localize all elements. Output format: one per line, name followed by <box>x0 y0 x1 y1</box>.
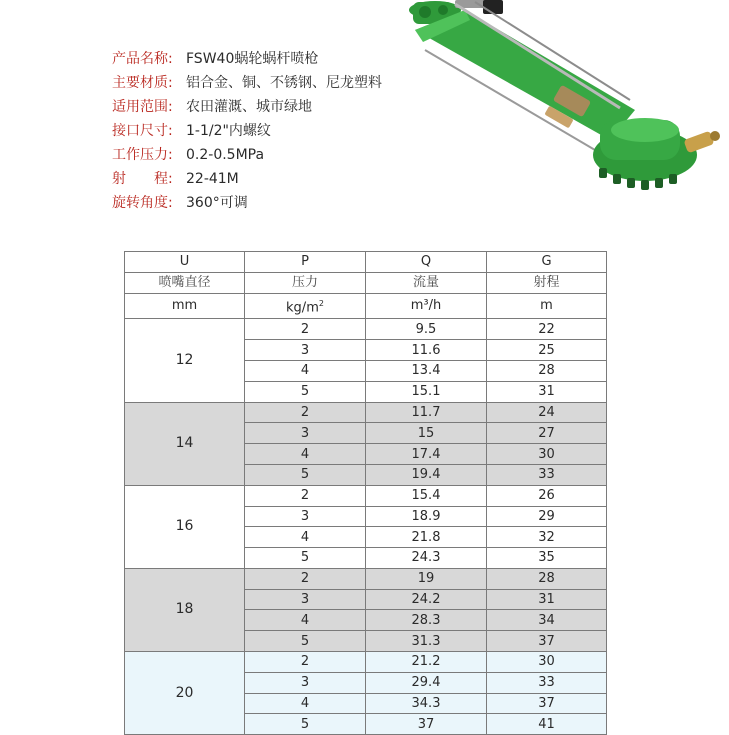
range-cell: 41 <box>487 714 607 735</box>
spec-value: 农田灌溉、城市绿地 <box>186 99 312 115</box>
flow-cell: 24.2 <box>366 589 487 610</box>
pressure-cell: 3 <box>245 506 366 527</box>
pressure-cell: 5 <box>245 714 366 735</box>
table-row <box>125 652 607 673</box>
flow-cell: 15.4 <box>366 485 487 506</box>
spec-label: 主要材质: <box>112 75 173 91</box>
spec-value: 1-1/2"内螺纹 <box>186 123 271 139</box>
table-header-names <box>125 273 607 294</box>
range-cell: 30 <box>487 652 607 673</box>
range-cell: 22 <box>487 319 607 340</box>
header-cell: m <box>487 294 607 319</box>
flow-cell: 11.6 <box>366 340 487 361</box>
header-cell: mm <box>125 294 245 319</box>
pressure-cell: 5 <box>245 548 366 569</box>
header-cell: U <box>125 252 245 273</box>
pressure-cell: 4 <box>245 444 366 465</box>
performance-table <box>124 251 607 735</box>
range-cell: 37 <box>487 631 607 652</box>
range-cell: 24 <box>487 402 607 423</box>
pressure-cell: 5 <box>245 381 366 402</box>
range-cell: 37 <box>487 693 607 714</box>
header-cell: 喷嘴直径 <box>125 273 245 294</box>
table-row <box>125 485 607 506</box>
flow-cell: 21.2 <box>366 652 487 673</box>
pressure-cell: 4 <box>245 527 366 548</box>
spec-label: 工作压力: <box>112 147 173 163</box>
header-cell: P <box>245 252 366 273</box>
pressure-cell: 3 <box>245 589 366 610</box>
pressure-cell: 3 <box>245 340 366 361</box>
flow-cell: 37 <box>366 714 487 735</box>
header-cell <box>245 294 366 319</box>
flow-cell: 11.7 <box>366 402 487 423</box>
spec-value: 22-41M <box>186 171 239 187</box>
table-header-letters <box>125 252 607 273</box>
spec-value: 0.2-0.5MPa <box>186 147 265 163</box>
header-cell: Q <box>366 252 487 273</box>
spec-row-connection <box>112 119 412 143</box>
range-cell: 28 <box>487 568 607 589</box>
range-cell: 26 <box>487 485 607 506</box>
pressure-cell: 4 <box>245 610 366 631</box>
range-cell: 33 <box>487 672 607 693</box>
spec-list <box>112 47 412 215</box>
header-cell: G <box>487 252 607 273</box>
flow-cell: 24.3 <box>366 548 487 569</box>
range-cell: 25 <box>487 340 607 361</box>
range-cell: 34 <box>487 610 607 631</box>
table-row <box>125 568 607 589</box>
pressure-cell: 3 <box>245 423 366 444</box>
range-cell: 29 <box>487 506 607 527</box>
flow-cell: 13.4 <box>366 360 487 381</box>
pressure-cell: 3 <box>245 672 366 693</box>
nozzle-diameter-cell: 14 <box>125 402 245 485</box>
pressure-cell: 5 <box>245 631 366 652</box>
range-cell: 28 <box>487 360 607 381</box>
spec-value: FSW40蜗轮蜗杆喷枪 <box>186 51 319 67</box>
flow-cell: 17.4 <box>366 444 487 465</box>
header-cell: m³/h <box>366 294 487 319</box>
header-cell: 射程 <box>487 273 607 294</box>
spec-label: 旋转角度: <box>112 195 173 211</box>
spec-label: 射 程: <box>112 171 173 187</box>
pressure-cell: 4 <box>245 360 366 381</box>
pressure-cell: 4 <box>245 693 366 714</box>
range-cell: 31 <box>487 381 607 402</box>
table-header-units <box>125 294 607 319</box>
unit-text: kg/m <box>286 300 319 316</box>
flow-cell: 15.1 <box>366 381 487 402</box>
flow-cell: 31.3 <box>366 631 487 652</box>
range-cell: 35 <box>487 548 607 569</box>
unit-superscript: 2 <box>318 299 324 308</box>
spec-value: 360°可调 <box>186 195 248 211</box>
spec-label: 产品名称: <box>112 51 173 67</box>
flow-cell: 9.5 <box>366 319 487 340</box>
range-cell: 31 <box>487 589 607 610</box>
spec-row-rotation <box>112 191 412 215</box>
range-cell: 27 <box>487 423 607 444</box>
nozzle-diameter-cell: 16 <box>125 485 245 568</box>
pressure-cell: 2 <box>245 485 366 506</box>
flow-cell: 21.8 <box>366 527 487 548</box>
range-cell: 32 <box>487 527 607 548</box>
spec-label: 接口尺寸: <box>112 123 173 139</box>
flow-cell: 34.3 <box>366 693 487 714</box>
nozzle-diameter-cell: 20 <box>125 652 245 735</box>
pressure-cell: 5 <box>245 464 366 485</box>
spec-row-product-name <box>112 47 412 71</box>
pressure-cell: 2 <box>245 319 366 340</box>
table-row <box>125 402 607 423</box>
nozzle-diameter-cell: 18 <box>125 568 245 651</box>
header-cell: 压力 <box>245 273 366 294</box>
flow-cell: 19 <box>366 568 487 589</box>
range-cell: 30 <box>487 444 607 465</box>
pressure-cell: 2 <box>245 402 366 423</box>
sprinkler-gun-product-image <box>395 0 729 200</box>
flow-cell: 28.3 <box>366 610 487 631</box>
nozzle-diameter-cell: 12 <box>125 319 245 402</box>
flow-cell: 29.4 <box>366 672 487 693</box>
flow-cell: 19.4 <box>366 464 487 485</box>
header-cell: 流量 <box>366 273 487 294</box>
spec-row-range <box>112 167 412 191</box>
flow-cell: 15 <box>366 423 487 444</box>
spec-value: 铝合金、铜、不锈钢、尼龙塑料 <box>186 75 382 91</box>
range-cell: 33 <box>487 464 607 485</box>
pressure-cell: 2 <box>245 568 366 589</box>
table-row <box>125 319 607 340</box>
pressure-cell: 2 <box>245 652 366 673</box>
spec-row-material <box>112 71 412 95</box>
flow-cell: 18.9 <box>366 506 487 527</box>
spec-row-pressure <box>112 143 412 167</box>
spec-row-application <box>112 95 412 119</box>
spec-label: 适用范围: <box>112 99 173 115</box>
